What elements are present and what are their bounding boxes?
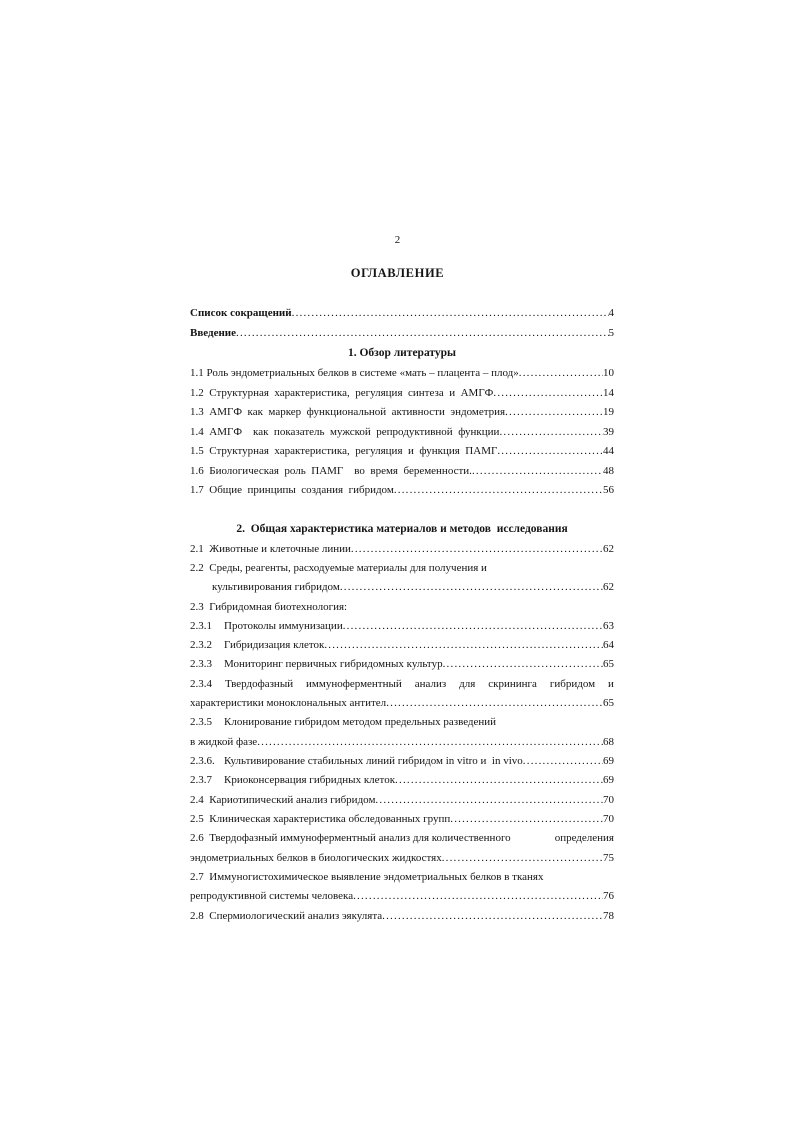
leader-dots: [292, 305, 609, 321]
leader-dots: [324, 637, 603, 653]
toc-entry-2-3-5[interactable]: [190, 734, 614, 750]
toc-entry-2-3-6[interactable]: [190, 753, 614, 769]
toc-entry-text: Введение: [190, 327, 237, 339]
leader-dots: [523, 753, 603, 769]
page-title: ОГЛАВЛЕНИЕ: [350, 266, 445, 280]
toc-entry-text: 2.1 Животные и клеточные линии: [190, 543, 351, 555]
toc-entry-text: 1.7 Общие принципы создания гибридом: [190, 484, 394, 496]
toc-entry-2-2[interactable]: [212, 579, 614, 595]
toc-entry-text: 1.5 Структурная характеристика, регуляция и функция ПАМГ: [190, 445, 498, 457]
toc-entry-1-2[interactable]: [190, 385, 614, 401]
toc-entry-2-3-2[interactable]: [190, 637, 614, 653]
toc-word: гибридом: [549, 678, 596, 690]
toc-page-number: 70: [603, 813, 614, 825]
toc-entry-2-3-1[interactable]: [190, 618, 614, 634]
toc-entry-1-7[interactable]: [190, 482, 614, 498]
toc-entry-abbreviations[interactable]: [190, 305, 614, 321]
toc-entry-text: эндометриальных белков в биологических жидкостях: [190, 852, 442, 864]
toc-page-number: 62: [603, 543, 614, 555]
toc-entry-text: 1.4 АМГФ как показатель мужской репродуктивной функции: [190, 426, 500, 438]
toc-entry-2-1[interactable]: [190, 541, 614, 557]
toc-entry-2-7-line1: 2.7 Иммуногистохимическое выявление эндометриальных белков в тканях: [190, 871, 544, 883]
toc-page-number: 76: [603, 890, 614, 902]
toc-word: 2.3.4: [190, 678, 212, 690]
toc-entry-2-3: 2.3 Гибридомная биотехнология:: [190, 601, 348, 613]
leader-dots: [497, 443, 603, 459]
toc-entry-introduction[interactable]: [190, 325, 614, 341]
toc-entry-2-8[interactable]: [190, 908, 614, 924]
toc-entry-text: Список сокращений: [190, 307, 292, 319]
toc-entry-text: Культивирование стабильных линий гибридом in vitro и in vivo: [224, 755, 523, 767]
toc-word: для: [459, 678, 476, 690]
toc-entry-2-7[interactable]: [190, 888, 614, 904]
toc-entry-2-6-line1: [190, 830, 614, 846]
toc-entry-1-6[interactable]: [190, 463, 614, 479]
toc-page-number: 65: [603, 697, 614, 709]
toc-page-number: 4: [608, 307, 614, 319]
toc-entry-text: Гибридизация клеток: [224, 639, 325, 651]
leader-dots: [395, 772, 603, 788]
toc-entry-text: 2.8 Спермиологический анализ эякулята: [190, 910, 383, 922]
toc-page-number: 70: [603, 794, 614, 806]
leader-dots: [493, 385, 603, 401]
toc-entry-text: Клонирование гибридом методом предельных разведений: [224, 716, 497, 728]
toc-page-number: 78: [603, 910, 614, 922]
toc-page-number: 75: [603, 852, 614, 864]
toc-entry-2-3-4[interactable]: [190, 695, 614, 711]
toc-entry-text: 2.5 Клиническая характеристика обследованных групп: [190, 813, 451, 825]
leader-dots: [472, 463, 603, 479]
toc-entry-2-2-line1: 2.2 Среды, реагенты, расходуемые материалы для получения и: [190, 562, 487, 574]
leader-dots: [353, 888, 603, 904]
toc-entry-text: Протоколы иммунизации: [224, 620, 343, 632]
toc-page-number: 56: [603, 484, 614, 496]
toc-entry-2-3-5-line1: [190, 714, 614, 730]
leader-dots: [519, 365, 603, 381]
toc-word: и: [608, 678, 614, 690]
toc-page-number: 10: [603, 367, 614, 379]
toc-entry-2-3-4-line1: [190, 676, 614, 692]
toc-entry-text: 2.4 Кариотипический анализ гибридом: [190, 794, 376, 806]
leader-dots: [442, 850, 603, 866]
toc-page-number: 44: [603, 445, 614, 457]
toc-entry-2-4[interactable]: [190, 792, 614, 808]
toc-page-number: 63: [603, 620, 614, 632]
toc-entry-text: культивирования гибридом: [212, 581, 340, 593]
toc-entry-text: 1.1 Роль эндометриальных белков в системе «мать – плацента – плод»: [190, 367, 519, 379]
page-number: 2: [394, 234, 401, 246]
toc-page-number: 69: [603, 755, 614, 767]
toc-word: Твердофазный: [224, 678, 294, 690]
toc-entry-number: 2.3.3: [190, 658, 212, 670]
toc-page-number: 69: [603, 774, 614, 786]
toc-entry-text: в жидкой фазе: [190, 736, 258, 748]
toc-entry-text: репродуктивной системы человека: [190, 890, 354, 902]
toc-entry-number: 2.3.5: [190, 716, 212, 728]
leader-dots: [382, 908, 603, 924]
toc-entry-2-6[interactable]: [190, 850, 614, 866]
toc-entry-2-3-7[interactable]: [190, 772, 614, 788]
toc-entry-number: 2.3.1: [190, 620, 212, 632]
toc-entry-1-3[interactable]: [190, 404, 614, 420]
toc-entry-number: 2.3.2: [190, 639, 212, 651]
leader-dots: [394, 482, 603, 498]
toc-page-number: 68: [603, 736, 614, 748]
toc-entry-1-1[interactable]: [190, 365, 614, 381]
toc-page-number: 5: [608, 327, 614, 339]
section-heading-1: 1. Обзор литературы: [347, 347, 457, 359]
toc-page-number: 19: [603, 406, 614, 418]
toc-entry-text: 1.3 АМГФ как маркер функциональной активности эндометрия: [190, 406, 506, 418]
toc-entry-text-tail: определения: [554, 832, 614, 844]
toc-entry-text: Мониторинг первичных гибридомных культур: [224, 658, 443, 670]
toc-page-number: 39: [603, 426, 614, 438]
toc-page-number: 48: [603, 465, 614, 477]
leader-dots: [386, 695, 603, 711]
leader-dots: [340, 579, 603, 595]
toc-word: анализ: [414, 678, 447, 690]
toc-entry-1-5[interactable]: [190, 443, 614, 459]
leader-dots: [443, 656, 603, 672]
leader-dots: [343, 618, 603, 634]
toc-entry-number: 2.3.7: [190, 774, 212, 786]
leader-dots: [505, 404, 603, 420]
toc-entry-2-5[interactable]: [190, 811, 614, 827]
toc-entry-text: 1.2 Структурная характеристика, регуляция синтеза и АМГФ: [190, 387, 494, 399]
toc-page-number: 64: [603, 639, 614, 651]
leader-dots: [236, 325, 608, 341]
toc-entry-number: 2.3.6.: [190, 755, 215, 767]
leader-dots: [375, 792, 603, 808]
toc-entry-1-4[interactable]: [190, 424, 614, 440]
leader-dots: [351, 541, 603, 557]
toc-page-number: 14: [603, 387, 614, 399]
toc-page-number: 65: [603, 658, 614, 670]
toc-entry-text: 1.6 Биологическая роль ПАМГ во время беременности.: [190, 465, 472, 477]
toc-entry-text: характеристики моноклональных антител: [190, 697, 387, 709]
leader-dots: [450, 811, 603, 827]
toc-page-number: 62: [603, 581, 614, 593]
leader-dots: [499, 424, 603, 440]
toc-entry-text: Криоконсервация гибридных клеток: [224, 774, 396, 786]
toc-word: иммуноферментный: [306, 678, 402, 690]
leader-dots: [257, 734, 603, 750]
toc-word: скрининга: [488, 678, 537, 690]
section-heading-2: 2. Общая характеристика материалов и методов исследования: [236, 523, 568, 535]
toc-entry-2-3-3[interactable]: [190, 656, 614, 672]
toc-entry-text: 2.6 Твердофазный иммуноферментный анализ для количественного: [190, 832, 511, 844]
